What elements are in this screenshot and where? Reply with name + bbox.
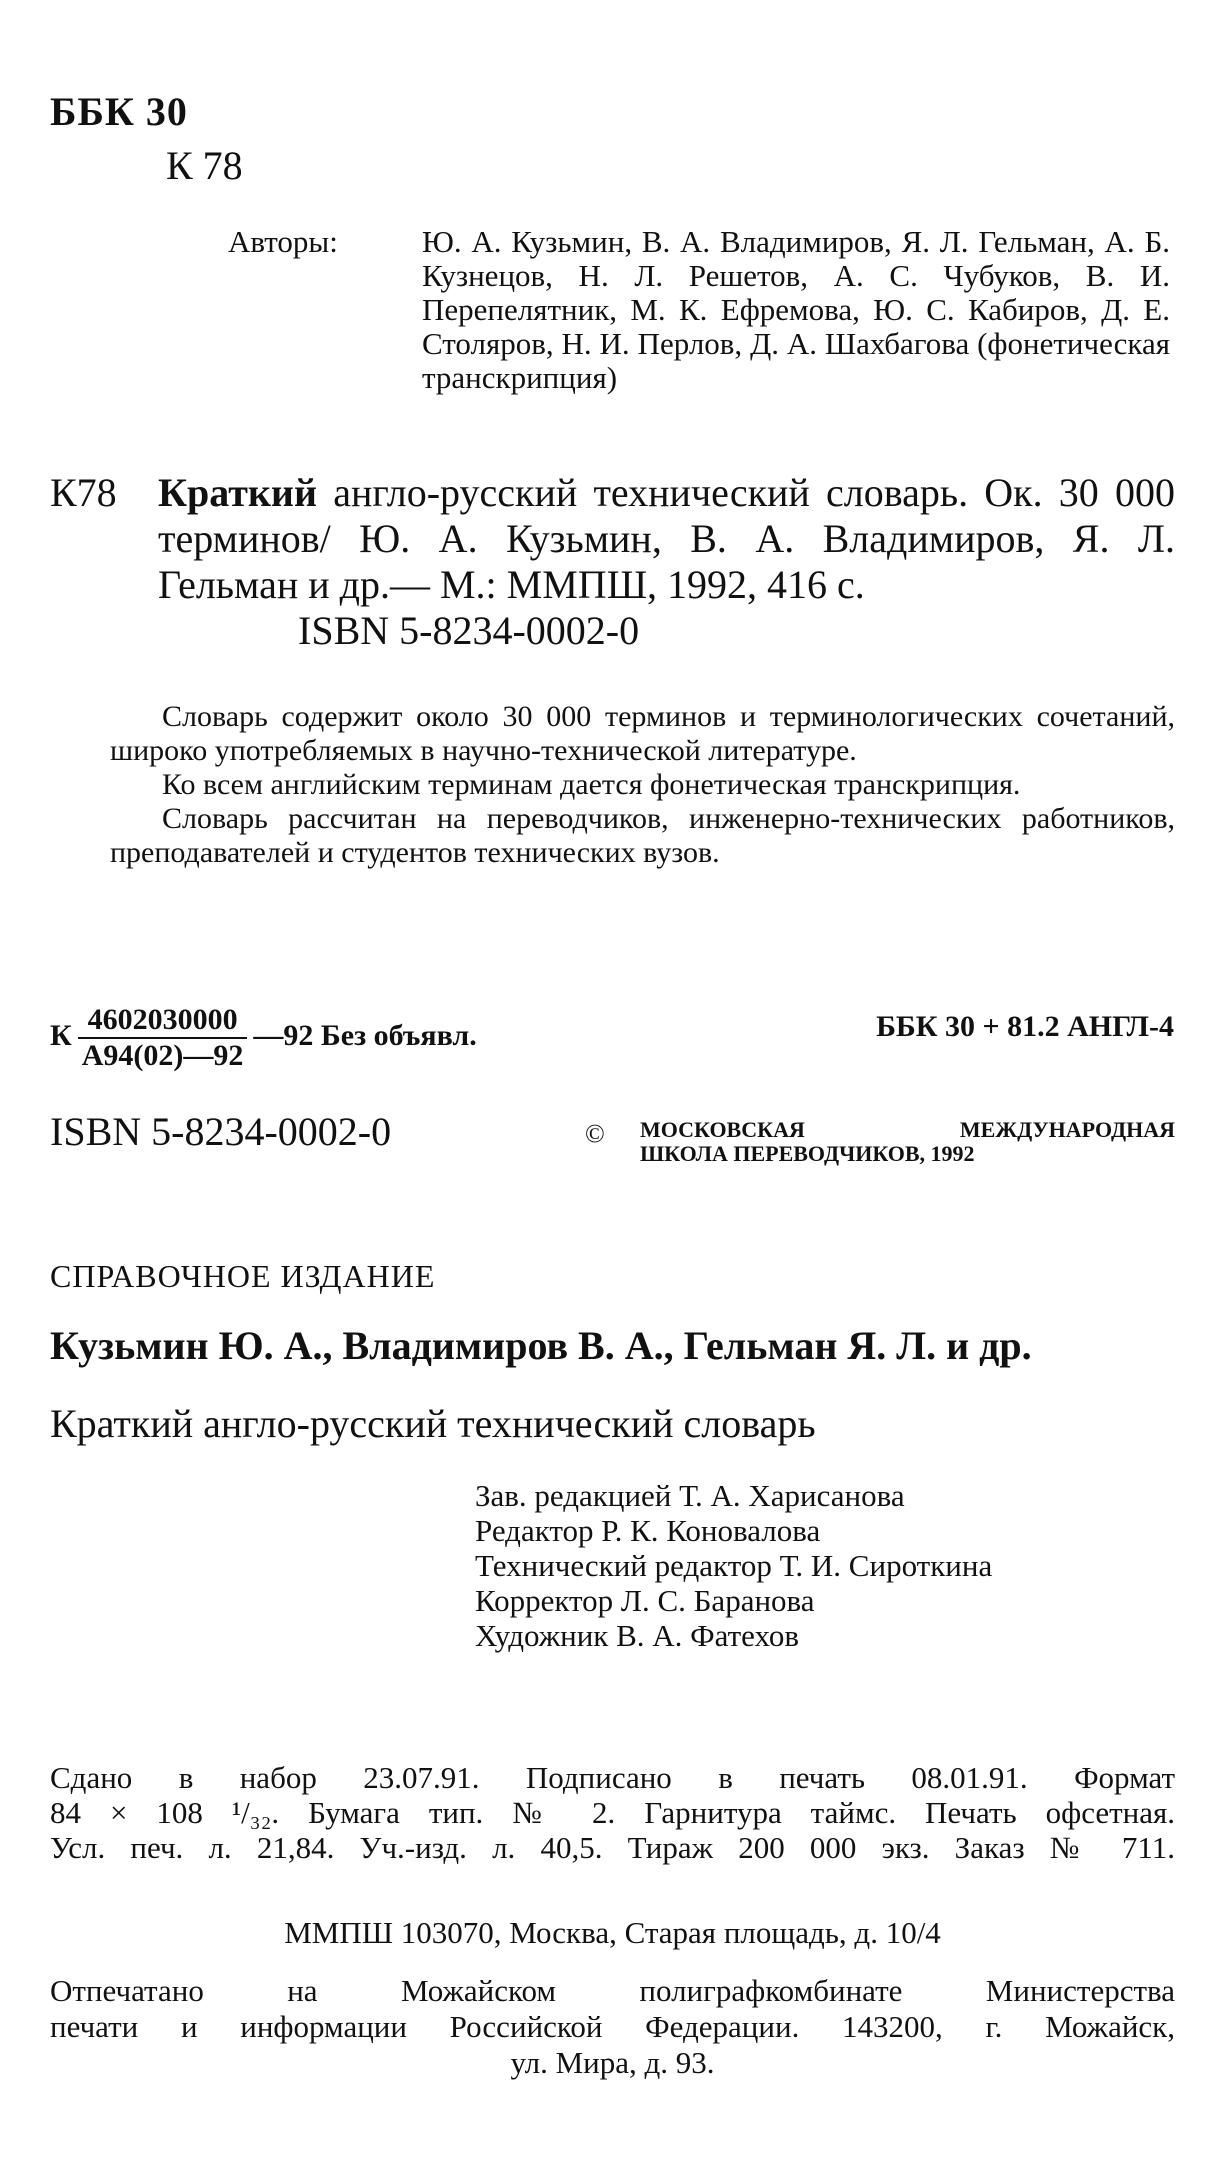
formula-denominator: А94(02)—92 <box>81 1039 244 1072</box>
annotation <box>110 700 1175 870</box>
entry-title-bold: Краткий <box>158 470 318 515</box>
author-mark: К 78 <box>166 143 243 188</box>
authors-list: Ю. А. Кузьмин, В. А. Владимиров, Я. Л. Гельман, А. Б. Кузнецов, Н. Л. Решетов, А. С. Чубуков, В. И. Перепелятник, М. К. Ефремова, Ю. С. Кабиров, Д. Е. Столяров, Н. И. Перлов, Д. А. Шахбагова (фонетическая транскрипция) <box>422 224 1170 395</box>
credit-line: Редактор Р. К. Коновалова <box>475 1513 821 1548</box>
copyright-line-2: ШКОЛА ПЕРЕВОДЧИКОВ, 1992 <box>640 1141 975 1166</box>
printed-line-3: ул. Мира, д. 93. <box>510 2045 715 2080</box>
book-title: Краткий англо-русский технический словарь <box>50 1401 816 1446</box>
print-details <box>50 1760 1175 1865</box>
authors-block <box>228 225 1173 395</box>
formula-letter: К <box>50 1018 72 1052</box>
catalog-entry <box>50 470 1175 654</box>
print-line-3: Усл. печ. л. 21,84. Уч.-изд. л. 40,5. Тираж 200 000 экз. Заказ № 711. <box>50 1830 1175 1865</box>
credit-line: Технический редактор Т. И. Сироткина <box>475 1548 993 1583</box>
formula-suffix: —92 Без объявл. <box>253 1018 477 1052</box>
credit-line: Художник В. А. Фатехов <box>475 1618 799 1653</box>
copyright-line-1: МОСКОВСКАЯ МЕЖДУНАРОДНАЯ <box>640 1117 1175 1142</box>
print-line-2: 84 × 108 ¹/₃₂. Бумага тип. № 2. Гарнитура таймс. Печать офсетная. <box>50 1795 1175 1830</box>
publisher-address: ММПШ 103070, Москва, Старая площадь, д. 10/4 <box>284 1915 941 1950</box>
formula-fraction <box>78 1003 248 1073</box>
printing-house <box>50 1973 1175 2081</box>
isbn-bottom: ISBN 5-8234-0002-0 <box>50 1109 392 1154</box>
entry-isbn: ISBN 5-8234-0002-0 <box>298 608 640 653</box>
entry-body <box>158 470 1175 654</box>
authors-label: Авторы: <box>228 224 338 259</box>
edition-type: СПРАВОЧНОЕ ИЗДАНИЕ <box>50 1258 436 1294</box>
entry-description: англо-русский технический словарь. Ок. 30 000 терминов/ Ю. А. Кузьмин, В. А. Владимиров, Я. Л. Гельман и др.— М.: ММПШ, 1992, 416 с. <box>158 470 1175 607</box>
entry-code: К78 <box>50 470 117 515</box>
bbk-full: ББК 30 + 81.2 АНГЛ-4 <box>876 1010 1174 1043</box>
catalog-formula <box>50 1003 477 1073</box>
credit-line: Зав. редакцией Т. А. Харисанова <box>475 1478 905 1513</box>
printed-line-1: Отпечатано на Можайском полиграфкомбинате Министерства <box>50 1973 1175 2008</box>
copyright-icon: © <box>585 1119 605 1148</box>
printed-line-2: печати и информации Российской Федерации. 143200, г. Можайск, <box>50 2009 1175 2044</box>
print-line-1: Сдано в набор 23.07.91. Подписано в печать 08.01.91. Формат <box>50 1760 1175 1795</box>
formula-numerator: 4602030000 <box>78 1003 248 1039</box>
annotation-paragraph-2: Ко всем английским терминам дается фонетическая транскрипция. <box>162 768 1021 801</box>
annotation-paragraph-3: Словарь рассчитан на переводчиков, инженерно-технических работников, преподавателей и студентов технических вузов. <box>110 802 1175 869</box>
bbk-code: ББК 30 <box>50 89 188 134</box>
copyright-block <box>585 1118 1175 1166</box>
credit-line: Корректор Л. С. Баранова <box>475 1583 815 1618</box>
credits-block <box>475 1478 992 1653</box>
annotation-paragraph-1: Словарь содержит около 30 000 терминов и терминологических сочетаний, широко употребляемых в научно-технической литературе. <box>110 700 1175 767</box>
authors-short: Кузьмин Ю. А., Владимиров В. А., Гельман Я. Л. и др. <box>50 1323 1032 1368</box>
